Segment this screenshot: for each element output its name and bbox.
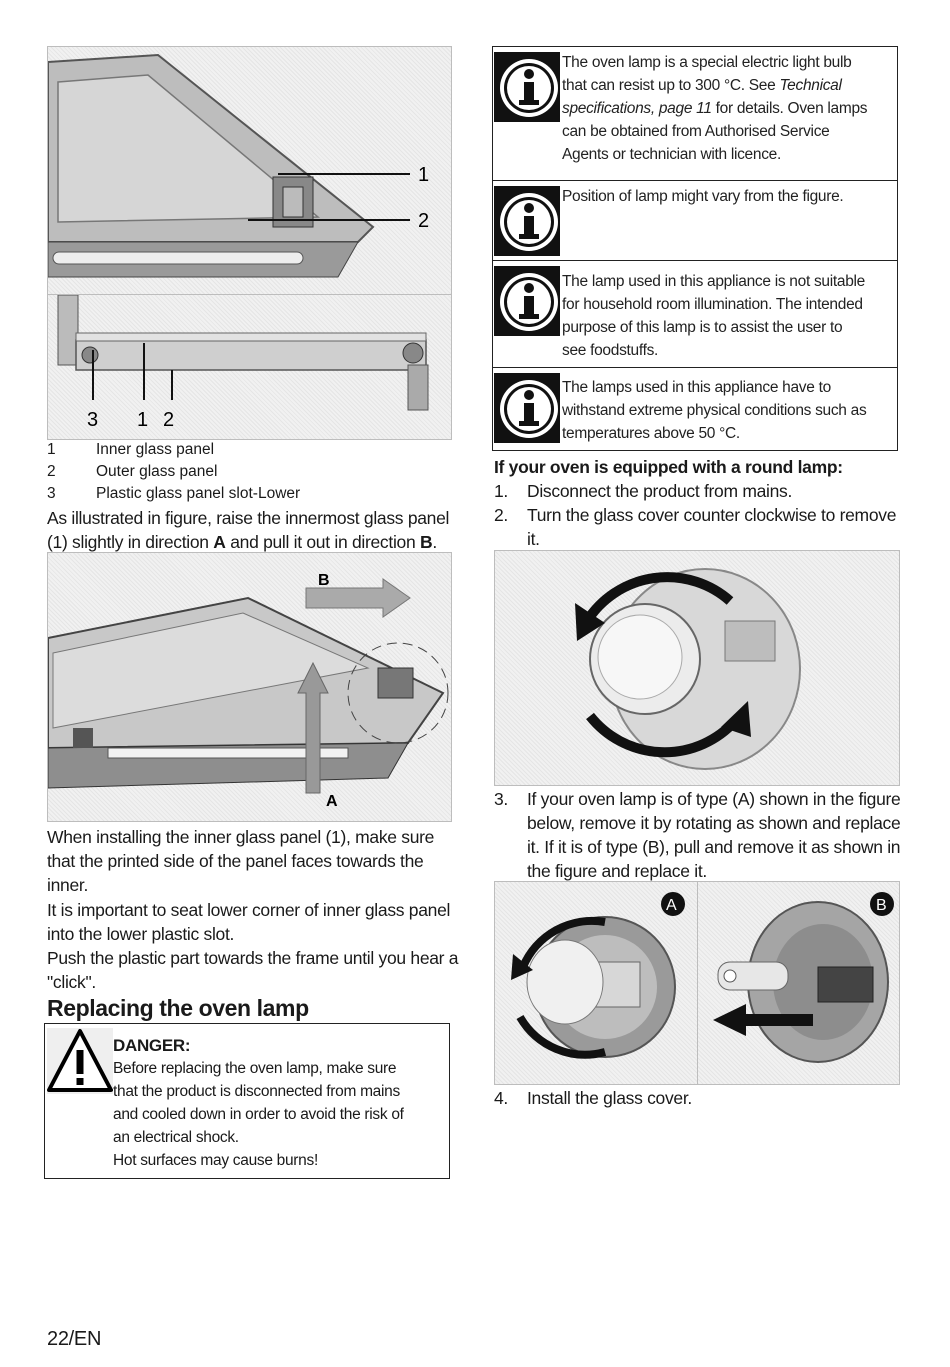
info-icon	[494, 52, 560, 122]
step-text: Turn the glass cover counter clockwise to remove it.	[527, 505, 897, 549]
warning-triangle-icon	[47, 1028, 113, 1094]
note-line: temperatures above 50 °C.	[562, 425, 740, 442]
step-number: 1.	[494, 481, 508, 501]
instruction-text: and pull it out in direction	[225, 532, 420, 552]
note-line: see foodstuffs.	[562, 342, 659, 359]
round-lamp-heading: If your oven is equipped with a round lamp:	[494, 457, 843, 477]
step-text: Install the glass cover.	[527, 1088, 692, 1108]
lamp-type-b-figure	[697, 881, 900, 1085]
section-title: Replacing the oven lamp	[47, 995, 309, 1021]
spec-reference: Technical	[779, 77, 842, 94]
note-line: The lamp used in this appliance is not suitable	[562, 273, 865, 290]
note-line: purpose of this lamp is to assist the user to	[562, 319, 843, 336]
instruction-paragraph: Push the plastic part towards the frame until you hear a "click".	[47, 948, 459, 992]
page-number: 22/EN	[47, 1328, 102, 1350]
panel-removal-figure	[47, 552, 452, 822]
danger-text	[113, 1035, 443, 1172]
callout-1: 1	[418, 164, 430, 186]
lamp-type-a-figure	[494, 881, 699, 1085]
instruction-paragraph: It is important to seat lower corner of inner glass panel into the lower plastic slot.	[47, 900, 451, 944]
step-text: Disconnect the product from mains.	[527, 481, 793, 501]
info-note	[492, 180, 898, 260]
note-text	[562, 270, 894, 362]
lower-slot-figure	[47, 294, 452, 440]
note-line: The oven lamp is a special electric light bulb	[562, 54, 852, 71]
info-note	[492, 46, 898, 180]
danger-line: that the product is disconnected from mains	[113, 1083, 400, 1100]
legend-number: 2	[47, 463, 56, 480]
note-line: The lamps used in this appliance have to	[562, 379, 831, 396]
danger-title: DANGER:	[113, 1036, 191, 1055]
danger-line: Hot surfaces may cause burns!	[113, 1152, 318, 1169]
info-icon	[494, 186, 560, 256]
type-b-label: B	[876, 897, 887, 914]
danger-line: and cooled down in order to avoid the risk of	[113, 1106, 404, 1123]
info-note	[492, 260, 898, 367]
instruction-paragraph	[47, 506, 462, 554]
step-number: 3.	[494, 789, 508, 809]
round-lamp-figure	[494, 550, 900, 786]
danger-line: Before replacing the oven lamp, make sure	[113, 1060, 397, 1077]
note-line	[562, 74, 894, 97]
label-a: A	[326, 793, 338, 810]
callout-2-lower: 2	[163, 409, 175, 431]
label-b: B	[318, 572, 330, 589]
instruction-text: .	[432, 532, 437, 552]
door-top-figure	[47, 46, 452, 296]
legend-number: 3	[47, 485, 56, 502]
note-text: Position of lamp might vary from the figure.	[562, 188, 844, 205]
step-number: 4.	[494, 1088, 508, 1108]
spec-reference: specifications, page 11	[562, 100, 712, 117]
info-icon	[494, 266, 560, 336]
direction-a: A	[213, 532, 226, 552]
legend-label: Inner glass panel	[96, 441, 215, 458]
note-line: for household room illumination. The intended	[562, 296, 863, 313]
note-text	[562, 51, 894, 166]
note-text-part: that can resist up to 300 °C. See	[562, 77, 780, 94]
note-line: withstand extreme physical conditions such as	[562, 402, 867, 419]
danger-line: an electrical shock.	[113, 1129, 239, 1146]
note-line	[562, 97, 894, 120]
step-number: 2.	[494, 505, 508, 525]
callout-3: 3	[87, 409, 99, 431]
type-a-label: A	[666, 897, 677, 914]
callout-2: 2	[418, 210, 430, 232]
legend-number: 1	[47, 441, 56, 458]
note-text	[562, 376, 894, 445]
legend-label: Plastic glass panel slot-Lower	[96, 485, 301, 502]
note-text-part: for details. Oven lamps	[711, 100, 868, 117]
step-text: If your oven lamp is of type (A) shown in the figure below, remove it by rotating as shown and replace it. If it is of type (B), pull and remove it as shown in the figure and replace it.	[527, 789, 901, 881]
danger-box	[44, 1023, 450, 1179]
direction-b: B	[419, 532, 433, 552]
instruction-text: As illustrated in figure, raise the innermost glass panel (1) slightly in direction	[47, 508, 450, 552]
legend-label: Outer glass panel	[96, 463, 218, 480]
info-note	[492, 367, 898, 451]
info-icon	[494, 373, 560, 443]
note-line: can be obtained from Authorised Service	[562, 123, 830, 140]
callout-1-lower: 1	[137, 409, 149, 431]
instruction-paragraph: When installing the inner glass panel (1), make sure that the printed side of the panel faces towards the inner.	[47, 827, 435, 895]
note-line: Agents or technician with licence.	[562, 146, 781, 163]
